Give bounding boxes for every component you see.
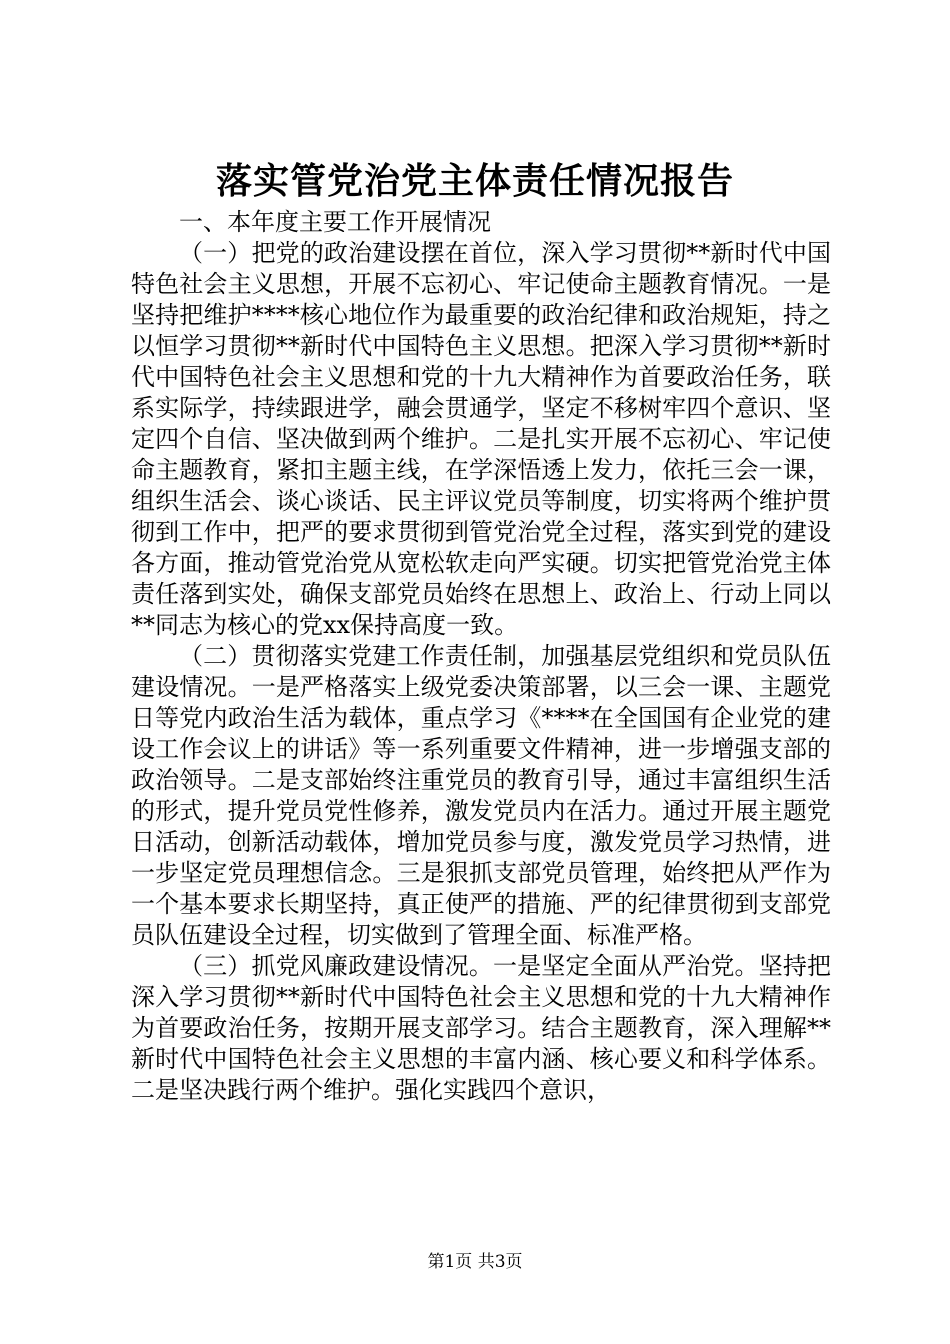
- document-body: [131, 207, 831, 1106]
- paragraph-1: （一）把党的政治建设摆在首位，深入学习贯彻**新时代中国特色社会主义思想，开展不忘初心、牢记使命主题教育情况。一是坚持把维护****核心地位作为最重要的政治纪律和政治规矩，持之以恒学习贯彻**新时代中国特色主义思想。把深入学习贯彻**新时代中国特色社会主义思想和党的十九大精神作为首要政治任务，联系实际学，持续跟进学，融会贯通学，坚定不移树牢四个意识、坚定四个自信、坚决做到两个维护。二是扎实开展不忘初心、牢记使命主题教育，紧扣主题主线，在学深悟透上发力，依托三会一课，组织生活会、谈心谈话、民主评议党员等制度，切实将两个维护贯彻到工作中，把严的要求贯彻到管党治党全过程，落实到党的建设各方面，推动管党治党从宽松软走向严实硬。切实把管党治党主体责任落到实处，确保支部党员始终在思想上、政治上、行动上同以**同志为核心的党xx保持高度一致。: [131, 239, 831, 639]
- section-heading: 一、本年度主要工作开展情况: [179, 208, 491, 236]
- paragraph-3: （三）抓党风廉政建设情况。一是坚定全面从严治党。坚持把深入学习贯彻**新时代中国特色社会主义思想和党的十九大精神作为首要政治任务，按期开展支部学习。结合主题教育，深入理解**新时代中国特色社会主义思想的丰富内涵、核心要义和科学体系。二是坚决践行两个维护。强化实践四个意识，: [131, 952, 831, 1104]
- paragraph-2: （二）贯彻落实党建工作责任制，加强基层党组织和党员队伍建设情况。一是严格落实上级党委决策部署，以三会一课、主题党日等党内政治生活为载体，重点学习《****在全国国有企业党的建设工作会议上的讲话》等一系列重要文件精神，进一步增强支部的政治领导。二是支部始终注重党员的教育引导，通过丰富组织生活的形式，提升党员党性修养，激发党员内在活力。通过开展主题党日活动，创新活动载体，增加党员参与度，激发党员学习热情，进一步坚定党员理想信念。三是狠抓支部党员管理，始终把从严作为一个基本要求长期坚持，真正使严的措施、严的纪律贯彻到支部党员队伍建设全过程，切实做到了管理全面、标准严格。: [131, 642, 831, 949]
- document-title: 落实管党治党主体责任情况报告: [215, 160, 734, 202]
- page-footer: 第1页 共3页: [427, 1252, 523, 1272]
